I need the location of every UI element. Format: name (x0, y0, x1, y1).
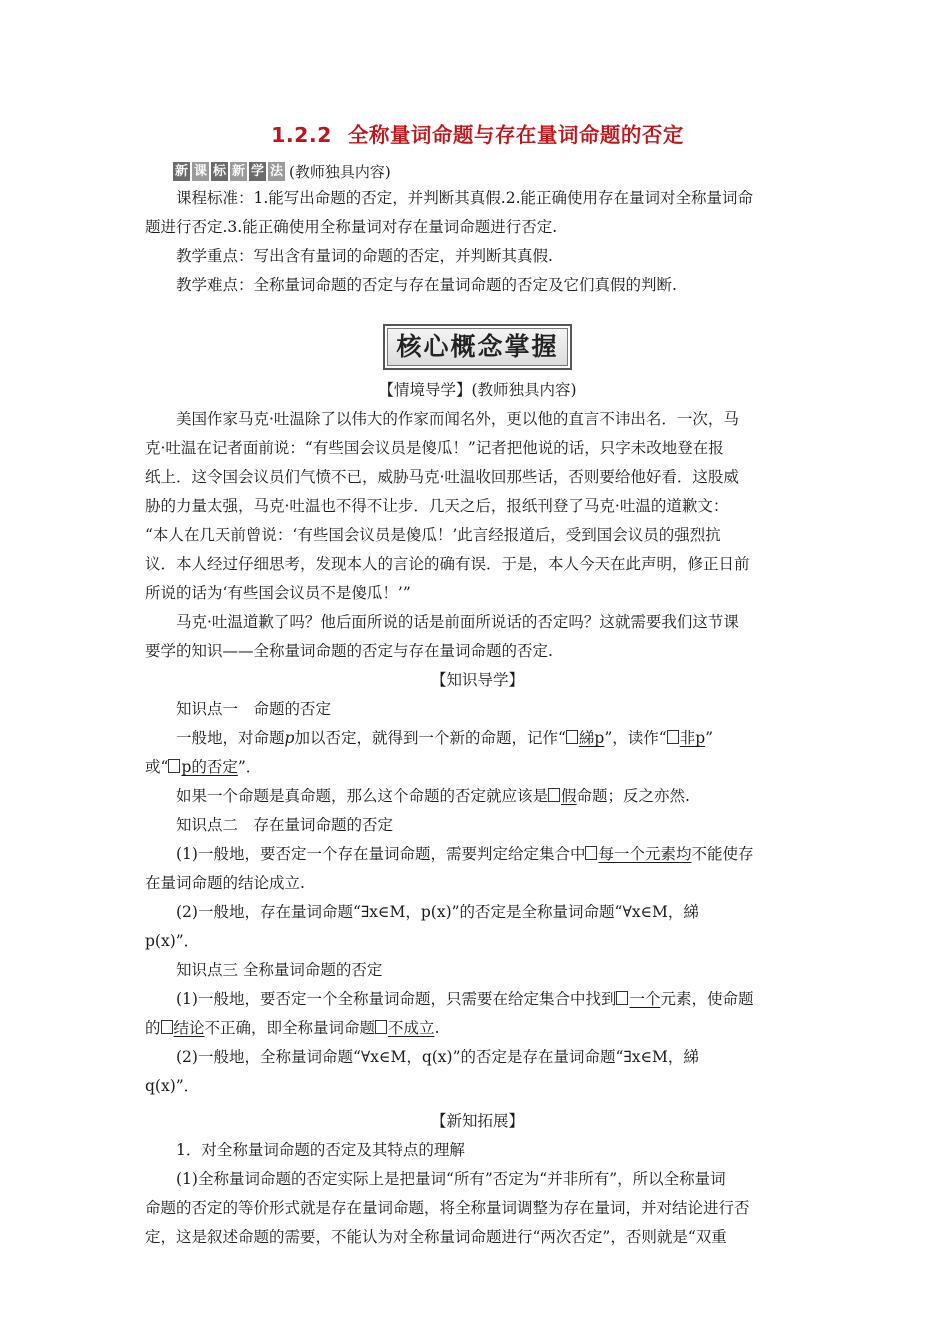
paragraph-line: “本人在几天前曾说：‘有些国会议员是傻瓜！’此言经报道后，受到国会议员的强烈抗 (145, 526, 721, 544)
page-title (145, 120, 810, 150)
paragraph-line: 纸上．这令国会议员们气愤不已，威胁马克·吐温收回那些话，否则要给他好看．这股威 (145, 468, 739, 486)
core-concept-banner (145, 324, 810, 370)
answer-box-icon (168, 759, 180, 773)
standards-line: 题进行否定.3.能正确使用全称量词对存在量词命题进行否定. (145, 218, 558, 236)
extension-item-title: 1．对全称量词命题的否定及其特点的理解 (176, 1141, 465, 1159)
answer-box-icon (667, 730, 679, 744)
paragraph-line: 所说的话为‘有些国会议员不是傻瓜！’” (145, 584, 411, 602)
paragraph-line: (1)全称量词命题的否定实际上是把量词“所有”否定为“并非所有”，所以全称量词 (176, 1170, 726, 1188)
paragraph-line: 或“ p的否定”． (145, 758, 262, 776)
knowledge-point-title: 知识点一 命题的否定 (176, 700, 332, 718)
paragraph-line: (2)一般地，全称量词命题“∀x∈M，q(x)”的否定是存在量词命题“∃x∈M，綈 (176, 1048, 699, 1066)
paragraph-line: 克·吐温在记者面前说：“有些国会议员是傻瓜！”记者把他说的话，只字未改地登在报 (145, 439, 724, 457)
standards-line: 课程标准：1.能写出命题的否定，并判断其真假.2.能正确使用存在量词对全称量词命 (176, 189, 754, 207)
core-concept-label: 核心概念掌握 (387, 328, 567, 366)
knowledge-point-title: 知识点三 全称量词命题的否定 (176, 961, 383, 979)
extension-heading: 【新知拓展】 (430, 1112, 524, 1130)
answer-box-icon (375, 1020, 387, 1034)
answer-box-icon (616, 991, 628, 1005)
paragraph-line: 在量词命题的结论成立. (145, 874, 305, 892)
paragraph-line: (2)一般地，存在量词命题“∃x∈M，p(x)”的否定是全称量词命题“∀x∈M，綈 (176, 903, 699, 921)
section-title: 全称量词命题与存在量词命题的否定 (347, 123, 684, 147)
paragraph-line: q(x)”． (145, 1077, 200, 1095)
tag-char: 标 (212, 163, 226, 179)
knowledge-heading: 【知识导学】 (430, 671, 524, 689)
answer-box-icon (585, 846, 597, 860)
knowledge-point-title: 知识点二 存在量词命题的否定 (176, 816, 394, 834)
answer-text: 假 (561, 787, 577, 805)
answer-box-icon (161, 1020, 173, 1034)
paragraph-line: (1)一般地，要否定一个存在量词命题，需要判定给定集合中 每一个元素均不能使存 (176, 845, 754, 863)
paragraph-line: 如果一个命题是真命题，那么这个命题的否定就应该是 假命题；反之亦然. (176, 787, 690, 805)
teaching-key-point: 教学重点：写出含有量词的命题的否定，并判断其真假. (176, 247, 553, 265)
tag-char: 课 (193, 163, 207, 179)
tag-char: 学 (250, 163, 264, 179)
answer-text: 结论 (173, 1019, 205, 1037)
answer-box-icon (566, 730, 578, 744)
paragraph-line: p(x)”． (145, 932, 200, 950)
paragraph-line: 胁的力量太强，马克·吐温也不得不让步．几天之后，报纸刊登了马克·吐温的道歉文： (145, 497, 729, 515)
tag-char: 新 (231, 163, 245, 179)
answer-text: p的否定 (181, 758, 238, 776)
answer-text: 一个 (629, 990, 661, 1008)
paragraph-line: (1)一般地，要否定一个全称量词命题，只需要在给定集合中找到 一个元素，使命题 (176, 990, 754, 1008)
paragraph-line: 马克·吐温道歉了吗？他后面所说的话是前面所说话的否定吗？这就需要我们这节课 (176, 613, 739, 631)
scenario-heading: 【情境导学】(教师独具内容) (378, 381, 577, 399)
course-banner (173, 158, 810, 184)
paragraph-line: 一般地，对命题p加以否定，就得到一个新的命题，记作“ 綈p”，读作“ 非p” (176, 729, 714, 747)
paragraph-line: 定，这是叙述命题的需要，不能认为对全称量词命题进行“两次否定”，否则就是“双重 (145, 1228, 727, 1246)
answer-text: 每一个元素均 (598, 845, 692, 863)
teacher-note: (教师独具内容) (289, 162, 391, 181)
course-tags (173, 162, 285, 181)
tag-char: 新 (174, 163, 188, 179)
paragraph-line: 命题的否定的等价形式就是存在量词命题，将全称量词调整为存在量词，并对结论进行否 (145, 1199, 750, 1217)
teaching-difficulty: 教学难点：全称量词命题的否定与存在量词命题的否定及它们真假的判断. (176, 276, 677, 294)
answer-text: 非p (679, 729, 706, 747)
paragraph-line: 要学的知识——全称量词命题的否定与存在量词命题的否定. (145, 642, 553, 660)
answer-text: 綈p (578, 729, 605, 747)
tag-char: 法 (269, 163, 283, 179)
answer-text: 不成立 (388, 1019, 435, 1037)
document-page (145, 120, 810, 1252)
paragraph-line: 议．本人经过仔细思考，发现本人的言论的确有误．于是，本人今天在此声明，修正日前 (145, 555, 750, 573)
paragraph-line: 的 结论不正确，即全称量词命题 不成立. (145, 1019, 440, 1037)
answer-box-icon (548, 788, 560, 802)
paragraph-line: 美国作家马克·吐温除了以伟大的作家而闻名外，更以他的直言不讳出名．一次，马 (176, 410, 739, 428)
section-number: 1.2.2 (271, 123, 332, 147)
